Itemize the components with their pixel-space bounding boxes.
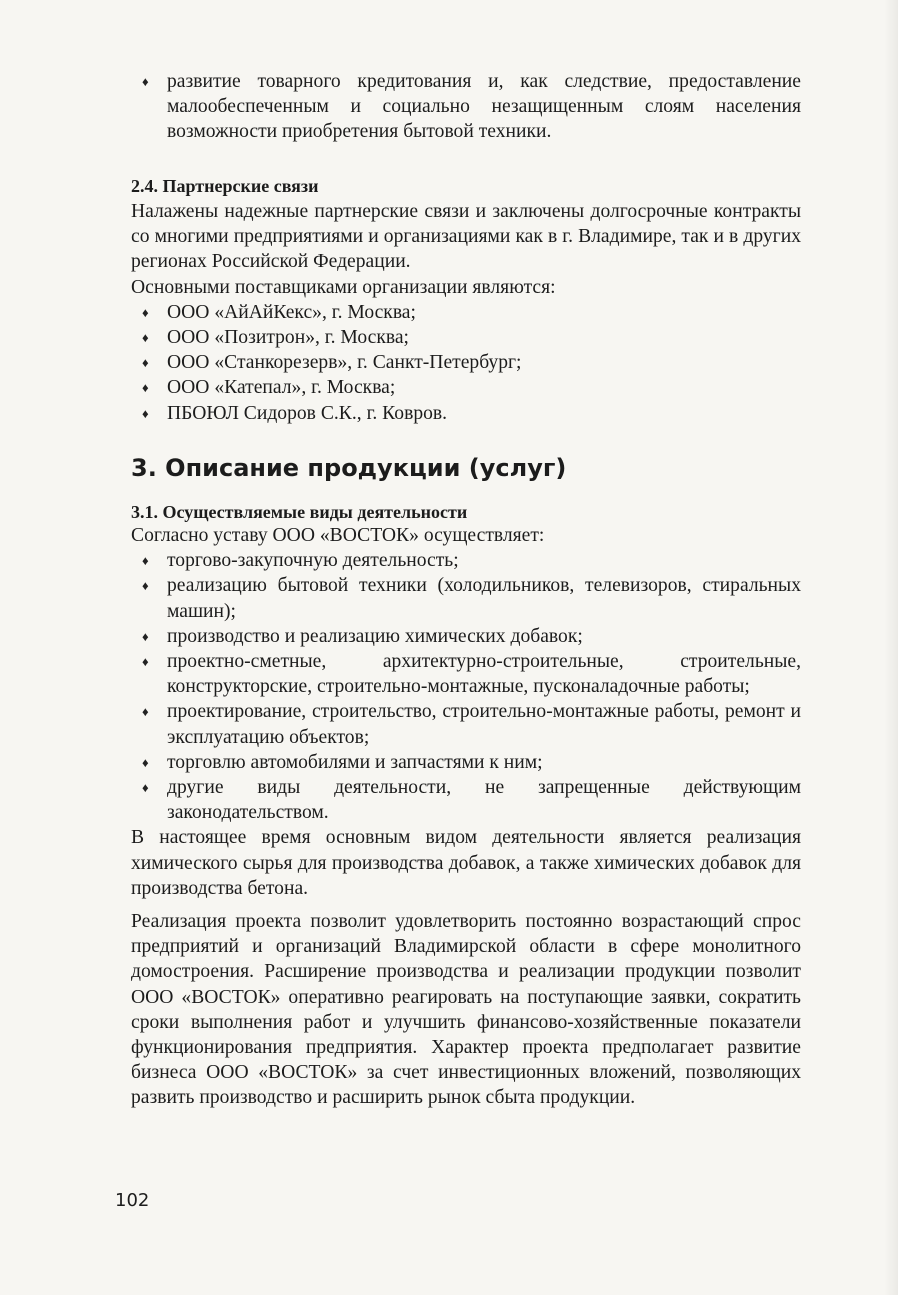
diamond-bullet-icon: ♦ — [142, 654, 149, 670]
list-item — [131, 401, 801, 426]
section-3-1 — [131, 500, 801, 525]
list-item — [131, 699, 801, 749]
list-item — [131, 750, 801, 775]
diamond-bullet-icon: ♦ — [142, 628, 149, 644]
suppliers-intro: Основными поставщиками организации являются: — [131, 276, 556, 298]
diamond-bullet-icon: ♦ — [142, 304, 149, 320]
list-item-text: ООО «Катепал», г. Москва; — [167, 377, 396, 399]
activities-intro: Согласно уставу ООО «ВОСТОК» осуществляет: — [131, 525, 545, 546]
section-2-4 — [131, 174, 801, 199]
list-item — [131, 325, 801, 350]
list-item-text: развитие товарного кредитования и, как следствие, предоставление малообеспеченным и социально незащищенным слоям населения возможности приобретения бытовой техники. — [167, 71, 801, 143]
list-item-text: ООО «АйАйКекс», г. Москва; — [167, 301, 416, 323]
diamond-bullet-icon: ♦ — [142, 405, 149, 421]
diamond-bullet-icon: ♦ — [142, 355, 149, 371]
list-item-text: производство и реализацию химических добавок; — [167, 625, 583, 647]
paragraph: Реализация проекта позволит удовлетворить постоянно возрастающий спрос предприятий и организаций Владимирской области в сфере монолитного домостроения. Расширение производства и реализации продукции позволит ООО «ВОСТОК» оперативно реагировать на поступающие заявки, сократить сроки выполнения работ и улучшить финансово-хозяйственные показатели функционирования предприятия. Характер проекта предполагает развитие бизнеса ООО «ВОСТОК» за счет инвестиционных вложений, позволяющих развить производство и расширить рынок сбыта продукции. — [131, 911, 801, 1109]
chapter-3 — [131, 456, 801, 481]
list-item-text: ПБОЮЛ Сидоров С.К., г. Ковров. — [167, 402, 448, 424]
list-item — [131, 573, 801, 623]
list-item-text: ООО «Станкорезерв», г. Санкт-Петербург; — [167, 352, 522, 374]
list-item — [131, 350, 801, 375]
list-item-text: проектирование, строительство, строительно-монтажные работы, ремонт и эксплуатацию объектов; — [167, 701, 801, 748]
section-heading: 2.4. Партнерские связи — [131, 176, 319, 196]
section-3-1-body — [131, 523, 801, 1111]
paragraph: В настоящее время основным видом деятельности является реализация химического сырья для производства добавок, а также химических добавок для производства бетона. — [131, 827, 801, 899]
suppliers-list — [131, 300, 801, 426]
chapter-heading: 3. Описание продукции (услуг) — [131, 454, 567, 482]
list-item-text: проектно-сметные, архитектурно-строительные, строительные, конструкторские, строительно-монтажные, пусконаладочные работы; — [167, 651, 801, 698]
list-item — [131, 69, 801, 145]
list-item-text: реализацию бытовой техники (холодильников, телевизоров, стиральных машин); — [167, 575, 801, 622]
page-number: 102 — [115, 1190, 150, 1211]
list-item — [131, 548, 801, 573]
list-item — [131, 300, 801, 325]
diamond-bullet-icon: ♦ — [142, 330, 149, 346]
list-item — [131, 375, 801, 400]
diamond-bullet-icon: ♦ — [142, 704, 149, 720]
section-heading: 3.1. Осуществляемые виды деятельности — [131, 502, 468, 522]
list-item-text: ООО «Позитрон», г. Москва; — [167, 327, 409, 349]
diamond-bullet-icon: ♦ — [142, 74, 149, 89]
list-item — [131, 624, 801, 649]
list-item — [131, 775, 801, 825]
list-item-text: торговлю автомобилями и запчастями к ним; — [167, 751, 543, 773]
activities-list — [131, 548, 801, 825]
diamond-bullet-icon: ♦ — [142, 553, 149, 569]
section-2-4-body — [131, 199, 801, 426]
page-edge-shadow — [884, 0, 898, 1295]
diamond-bullet-icon: ♦ — [142, 578, 149, 594]
top-bullet-list — [131, 69, 801, 145]
diamond-bullet-icon: ♦ — [142, 380, 149, 396]
list-item-text: торгово-закупочную деятельность; — [167, 550, 459, 572]
list-item — [131, 649, 801, 699]
paragraph: Налажены надежные партнерские связи и заключены долгосрочные контракты со многими предприятиями и организациями как в г. Владимире, так и в других регионах Российской Федерации. — [131, 201, 801, 273]
list-item-text: другие виды деятельности, не запрещенные действующим законодательством. — [167, 777, 801, 824]
diamond-bullet-icon: ♦ — [142, 780, 149, 796]
diamond-bullet-icon: ♦ — [142, 754, 149, 770]
